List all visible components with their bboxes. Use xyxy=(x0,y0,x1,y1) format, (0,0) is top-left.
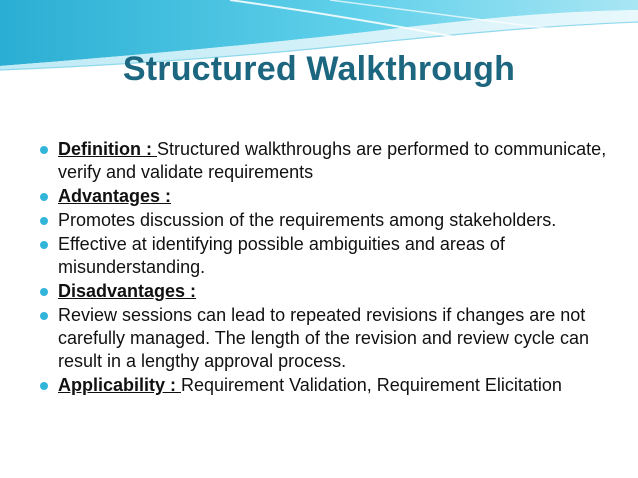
bullet-advantage-2 xyxy=(40,233,620,279)
bullet-applicability xyxy=(40,374,620,397)
bullet-advantage-1 xyxy=(40,209,620,232)
bullet-dot-icon xyxy=(40,217,48,225)
slide-title: Structured Walkthrough xyxy=(122,50,516,88)
bullet-text: Effective at identifying possible ambiguities and areas of misunderstanding. xyxy=(58,234,505,277)
bullet-lead: Disadvantages : xyxy=(58,281,197,301)
bullet-advantages xyxy=(40,185,620,208)
bullet-dot-icon xyxy=(40,193,48,201)
bullet-lead: Applicability : xyxy=(58,375,182,395)
bullet-disadvantages xyxy=(40,280,620,303)
bullet-dot-icon xyxy=(40,146,48,154)
bullet-dot-icon xyxy=(40,312,48,320)
bullet-dot-icon xyxy=(40,382,48,390)
bullet-text: Requirement Validation, Requirement Elicitation xyxy=(181,375,562,395)
bullet-text: Structured walkthroughs are performed to communicate, verify and validate requirements xyxy=(58,139,607,182)
bullet-dot-icon xyxy=(40,288,48,296)
bullet-disadvantage-1 xyxy=(40,304,620,373)
bullet-lead: Advantages : xyxy=(58,186,172,206)
bullet-list xyxy=(40,138,620,398)
bullet-dot-icon xyxy=(40,241,48,249)
bullet-definition xyxy=(40,138,620,184)
bullet-lead: Definition : xyxy=(58,139,157,159)
bullet-text: Review sessions can lead to repeated revisions if changes are not carefully managed. The length of the revision and review cycle can result in a lengthy approval process. xyxy=(58,305,589,371)
bullet-text: Promotes discussion of the requirements among stakeholders. xyxy=(58,210,557,230)
